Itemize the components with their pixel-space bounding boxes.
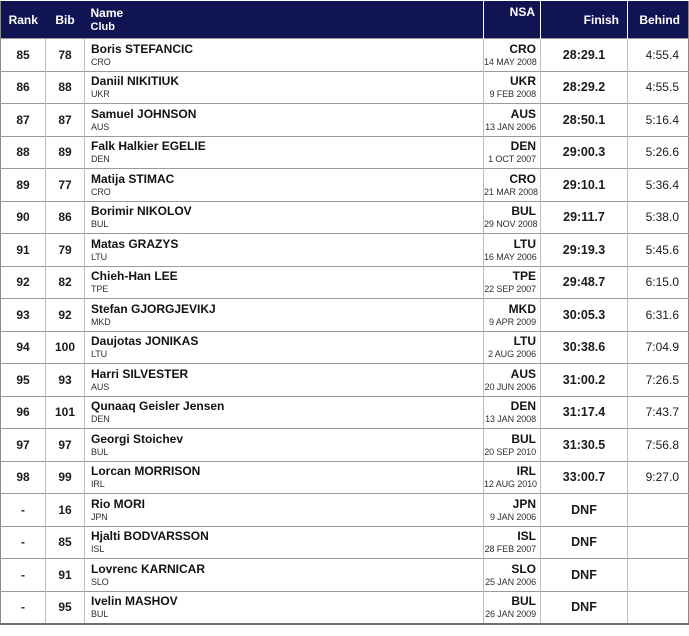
rank-cell <box>1 526 46 559</box>
bib-value: 99 <box>58 470 72 485</box>
rank-cell <box>1 299 46 332</box>
nsa-code: TPE <box>512 269 536 284</box>
bib-cell <box>46 494 85 527</box>
behind-time: 7:26.5 <box>628 364 689 397</box>
name-cell <box>85 461 484 494</box>
table-row <box>1 526 689 559</box>
finish-time: DNF <box>541 494 628 527</box>
nsa-code: BUL <box>511 594 536 608</box>
birth-date: 9 APR 2009 <box>488 316 536 327</box>
nsa-cell <box>484 71 541 104</box>
table-row <box>1 494 689 527</box>
club-header-label: Club <box>90 21 115 33</box>
birth-date: 16 MAY 2006 <box>484 251 537 262</box>
bib-header-label: Bib <box>55 12 75 27</box>
rank-cell <box>1 234 46 267</box>
birth-date: 25 JAN 2006 <box>485 576 536 587</box>
athlete-name: Falk Halkier EGELIE <box>91 139 206 154</box>
finish-time: 31:17.4 <box>541 396 628 429</box>
athlete-club: ISL <box>91 544 105 555</box>
athlete-name: Chieh-Han LEE <box>91 269 178 284</box>
table-row <box>1 591 689 624</box>
bib-value: 93 <box>58 372 72 387</box>
name-cell <box>85 299 484 332</box>
athlete-club: TPE <box>91 284 109 295</box>
nsa-code: DEN <box>510 399 536 414</box>
athlete-name: Matas GRAZYS <box>91 236 179 251</box>
column-header-finish <box>541 1 628 39</box>
athlete-name: Stefan GJORGJEVIKJ <box>91 301 216 316</box>
bib-value: 78 <box>58 47 72 62</box>
finish-time: 29:10.1 <box>541 169 628 202</box>
behind-time: 9:27.0 <box>628 461 689 494</box>
bib-cell <box>46 104 85 137</box>
name-cell <box>85 526 484 559</box>
athlete-club: CRO <box>91 186 111 197</box>
behind-time: 5:38.0 <box>628 201 689 234</box>
behind-time <box>628 559 689 592</box>
name-cell <box>85 266 484 299</box>
finish-time: 28:50.1 <box>541 104 628 137</box>
rank-value: 94 <box>16 340 30 355</box>
name-cell <box>85 169 484 202</box>
table-row <box>1 396 689 429</box>
rank-value: 88 <box>16 145 30 160</box>
birth-date: 2 AUG 2006 <box>487 349 536 360</box>
rank-cell <box>1 331 46 364</box>
nsa-code: BUL <box>511 431 536 446</box>
nsa-cell <box>484 39 541 72</box>
table-row <box>1 364 689 397</box>
column-header-nsa <box>484 1 541 39</box>
finish-time: DNF <box>541 591 628 624</box>
rank-cell <box>1 396 46 429</box>
athlete-name: Boris STEFANCIC <box>91 41 194 56</box>
table-row <box>1 266 689 299</box>
rank-value: 96 <box>16 405 30 420</box>
nsa-cell <box>484 461 541 494</box>
birth-date: 20 JUN 2006 <box>484 381 536 392</box>
athlete-name: Daujotas JONIKAS <box>91 334 199 349</box>
bib-cell <box>46 429 85 462</box>
athlete-name: Samuel JOHNSON <box>91 106 197 121</box>
column-header-rank <box>1 1 46 39</box>
birth-date: 29 NOV 2008 <box>484 219 538 230</box>
birth-date: 12 AUG 2010 <box>484 479 537 490</box>
nsa-cell <box>484 201 541 234</box>
rank-cell <box>1 364 46 397</box>
nsa-code: CRO <box>509 171 536 186</box>
nsa-code: LTU <box>513 236 536 251</box>
results-header <box>1 1 689 39</box>
athlete-club: LTU <box>91 349 108 360</box>
bib-value: 85 <box>58 535 72 550</box>
nsa-code: ISL <box>517 529 536 544</box>
bib-value: 77 <box>58 177 72 192</box>
table-row <box>1 136 689 169</box>
behind-time: 7:43.7 <box>628 396 689 429</box>
athlete-name: Lovrenc KARNICAR <box>91 561 206 576</box>
birth-date: 28 FEB 2007 <box>484 544 536 555</box>
bib-value: 100 <box>54 340 76 355</box>
rank-value: - <box>21 535 25 550</box>
behind-time <box>628 494 689 527</box>
bib-cell <box>46 526 85 559</box>
athlete-name: Harri SILVESTER <box>91 366 189 381</box>
athlete-name: Hjalti BODVARSSON <box>91 529 209 544</box>
rank-value: 97 <box>16 437 30 452</box>
rank-value: - <box>21 502 25 517</box>
nsa-code: DEN <box>510 139 536 154</box>
rank-cell <box>1 104 46 137</box>
finish-time: 30:05.3 <box>541 299 628 332</box>
name-cell <box>85 559 484 592</box>
bib-cell <box>46 266 85 299</box>
table-row <box>1 559 689 592</box>
nsa-code: BUL <box>511 204 536 219</box>
name-cell <box>85 71 484 104</box>
rank-value: 89 <box>16 177 30 192</box>
nsa-code: MKD <box>508 301 536 316</box>
bib-value: 91 <box>58 567 72 582</box>
bib-cell <box>46 331 85 364</box>
athlete-club: BUL <box>91 609 109 619</box>
name-header-label: Name <box>90 6 124 20</box>
bib-value: 97 <box>58 437 72 452</box>
behind-header-label: Behind <box>639 12 680 27</box>
finish-time: 31:30.5 <box>541 429 628 462</box>
rank-cell <box>1 429 46 462</box>
bib-value: 79 <box>58 242 72 257</box>
table-row <box>1 299 689 332</box>
athlete-club: BUL <box>91 219 109 230</box>
birth-date: 9 JAN 2006 <box>489 511 536 522</box>
rank-value: 85 <box>16 47 30 62</box>
rank-cell <box>1 591 46 624</box>
name-cell <box>85 201 484 234</box>
table-row <box>1 39 689 72</box>
bib-cell <box>46 461 85 494</box>
finish-time: 29:48.7 <box>541 266 628 299</box>
birth-date: 20 SEP 2010 <box>484 446 536 457</box>
athlete-club: MKD <box>91 316 111 327</box>
rank-value: 93 <box>16 307 30 322</box>
bib-cell <box>46 169 85 202</box>
finish-time: 29:00.3 <box>541 136 628 169</box>
rank-cell <box>1 266 46 299</box>
behind-time: 7:04.9 <box>628 331 689 364</box>
athlete-club: AUS <box>91 381 110 392</box>
athlete-club: UKR <box>91 89 110 100</box>
table-row <box>1 169 689 202</box>
behind-time: 4:55.4 <box>628 39 689 72</box>
athlete-club: DEN <box>91 154 110 165</box>
name-cell <box>85 429 484 462</box>
nsa-cell <box>484 299 541 332</box>
behind-time: 4:55.5 <box>628 71 689 104</box>
athlete-name: Ivelin MASHOV <box>91 594 178 608</box>
athlete-name: Matija STIMAC <box>91 171 175 186</box>
rank-cell <box>1 559 46 592</box>
nsa-code: SLO <box>511 561 536 576</box>
nsa-cell <box>484 494 541 527</box>
athlete-name: Lorcan MORRISON <box>91 464 201 479</box>
nsa-code: UKR <box>510 74 536 89</box>
bib-value: 95 <box>58 600 72 614</box>
nsa-cell <box>484 429 541 462</box>
bib-cell <box>46 201 85 234</box>
nsa-cell <box>484 234 541 267</box>
nsa-cell <box>484 331 541 364</box>
birth-date: 14 MAY 2008 <box>484 56 537 67</box>
table-row <box>1 429 689 462</box>
nsa-code: LTU <box>513 334 536 349</box>
behind-time: 7:56.8 <box>628 429 689 462</box>
birth-date: 1 OCT 2007 <box>488 154 536 165</box>
nsa-code: IRL <box>516 464 536 479</box>
bib-cell <box>46 136 85 169</box>
bib-value: 101 <box>54 405 76 420</box>
bib-cell <box>46 364 85 397</box>
birth-date: 26 JAN 2009 <box>485 609 536 619</box>
rank-value: 98 <box>16 470 30 485</box>
bib-value: 92 <box>58 307 72 322</box>
nsa-code: JPN <box>512 496 536 511</box>
nsa-cell <box>484 104 541 137</box>
table-row <box>1 201 689 234</box>
athlete-club: CRO <box>91 56 111 67</box>
bib-value: 82 <box>58 275 72 290</box>
finish-time: 31:00.2 <box>541 364 628 397</box>
nsa-cell <box>484 364 541 397</box>
rank-value: - <box>21 600 25 614</box>
finish-time: 29:19.3 <box>541 234 628 267</box>
finish-time: DNF <box>541 526 628 559</box>
bib-value: 89 <box>58 145 72 160</box>
name-cell <box>85 396 484 429</box>
nsa-cell <box>484 591 541 624</box>
nsa-cell <box>484 526 541 559</box>
table-row <box>1 71 689 104</box>
nsa-cell <box>484 266 541 299</box>
finish-time: 29:11.7 <box>541 201 628 234</box>
nsa-cell <box>484 559 541 592</box>
name-cell <box>85 104 484 137</box>
rank-cell <box>1 39 46 72</box>
table-row <box>1 104 689 137</box>
athlete-name: Rio MORI <box>91 496 145 511</box>
finish-time: 28:29.2 <box>541 71 628 104</box>
athlete-club: IRL <box>91 479 105 490</box>
athlete-name: Georgi Stoichev <box>91 431 184 446</box>
athlete-club: DEN <box>91 414 110 425</box>
header-row <box>1 1 689 39</box>
finish-time: DNF <box>541 559 628 592</box>
table-row <box>1 331 689 364</box>
nsa-code: CRO <box>509 41 536 56</box>
rank-value: 86 <box>16 80 30 95</box>
name-cell <box>85 591 484 624</box>
nsa-cell <box>484 169 541 202</box>
nsa-code: AUS <box>510 366 536 381</box>
bib-cell <box>46 559 85 592</box>
rank-cell <box>1 201 46 234</box>
nsa-header-label: NSA <box>509 5 535 19</box>
nsa-code: AUS <box>510 106 536 121</box>
bib-value: 87 <box>58 112 72 127</box>
finish-time: 33:00.7 <box>541 461 628 494</box>
name-cell <box>85 39 484 72</box>
athlete-name: Borimir NIKOLOV <box>91 204 192 219</box>
bib-cell <box>46 591 85 624</box>
results-table <box>0 1 689 625</box>
athlete-club: JPN <box>91 511 108 522</box>
nsa-cell <box>484 396 541 429</box>
name-cell <box>85 136 484 169</box>
birth-date: 21 MAR 2008 <box>484 186 538 197</box>
athlete-club: BUL <box>91 446 109 457</box>
behind-time: 5:26.6 <box>628 136 689 169</box>
name-cell <box>85 234 484 267</box>
behind-time: 6:31.6 <box>628 299 689 332</box>
rank-value: 90 <box>16 210 30 225</box>
birth-date: 9 FEB 2008 <box>489 89 536 100</box>
rank-value: 91 <box>16 242 30 257</box>
name-cell <box>85 494 484 527</box>
bib-cell <box>46 299 85 332</box>
birth-date: 22 SEP 2007 <box>484 284 536 295</box>
bib-value: 16 <box>58 502 72 517</box>
rank-value: - <box>21 567 25 582</box>
birth-date: 13 JAN 2006 <box>485 121 536 132</box>
rank-header-label: Rank <box>8 12 38 27</box>
results-body <box>1 39 689 624</box>
rank-cell <box>1 494 46 527</box>
rank-cell <box>1 71 46 104</box>
athlete-club: LTU <box>91 251 108 262</box>
name-cell <box>85 331 484 364</box>
rank-cell <box>1 136 46 169</box>
column-header-behind <box>628 1 689 39</box>
behind-time: 5:36.4 <box>628 169 689 202</box>
rank-value: 87 <box>16 112 30 127</box>
athlete-club: SLO <box>91 576 109 587</box>
table-row <box>1 461 689 494</box>
finish-time: 30:38.6 <box>541 331 628 364</box>
bib-value: 86 <box>58 210 72 225</box>
behind-time: 6:15.0 <box>628 266 689 299</box>
rank-value: 95 <box>16 372 30 387</box>
rank-value: 92 <box>16 275 30 290</box>
column-header-bib <box>46 1 85 39</box>
rank-cell <box>1 461 46 494</box>
name-cell <box>85 364 484 397</box>
bib-value: 88 <box>58 80 72 95</box>
bib-cell <box>46 396 85 429</box>
behind-time: 5:45.6 <box>628 234 689 267</box>
behind-time <box>628 591 689 624</box>
bib-cell <box>46 39 85 72</box>
table-row <box>1 234 689 267</box>
athlete-club: AUS <box>91 121 110 132</box>
finish-header-label: Finish <box>583 12 619 27</box>
bib-cell <box>46 234 85 267</box>
nsa-cell <box>484 136 541 169</box>
bib-cell <box>46 71 85 104</box>
finish-time: 28:29.1 <box>541 39 628 72</box>
column-header-name-club <box>85 1 484 39</box>
rank-cell <box>1 169 46 202</box>
athlete-name: Qunaaq Geisler Jensen <box>91 399 225 414</box>
behind-time: 5:16.4 <box>628 104 689 137</box>
athlete-name: Daniil NIKITIUK <box>91 74 180 89</box>
behind-time <box>628 526 689 559</box>
birth-date: 13 JAN 2008 <box>485 414 536 425</box>
